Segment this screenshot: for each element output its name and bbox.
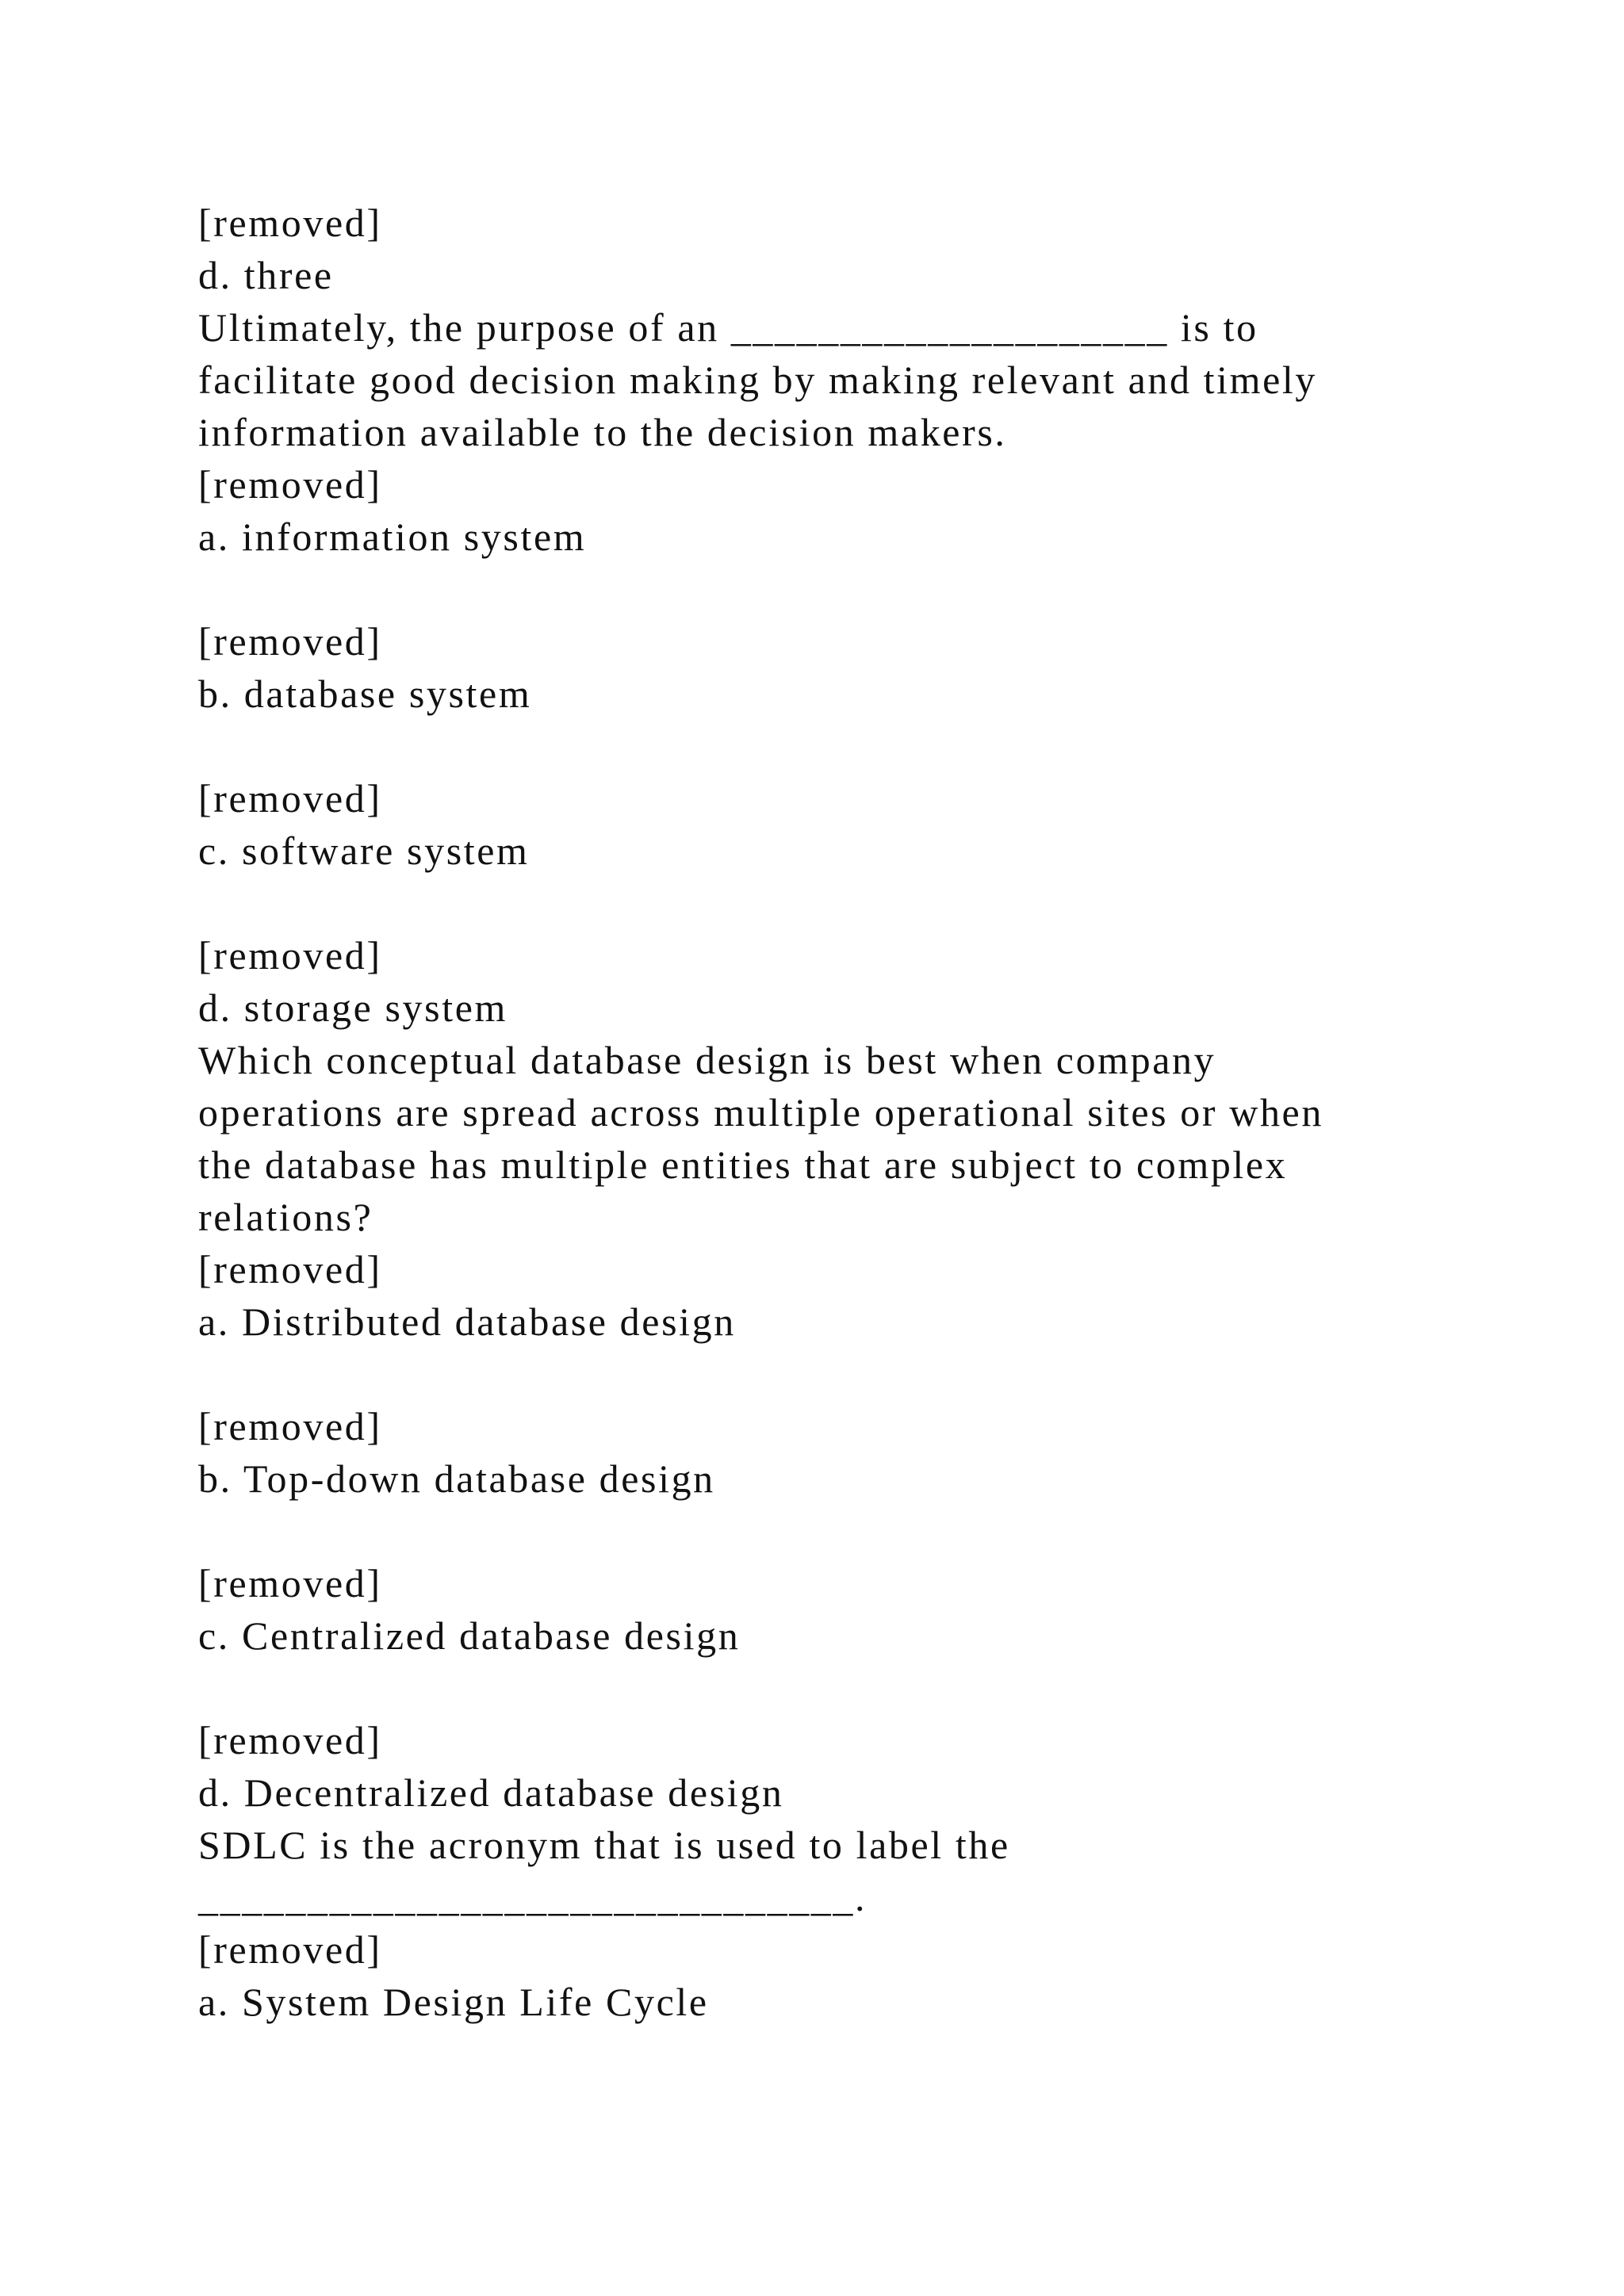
removed-marker: [removed] — [198, 1718, 382, 1762]
blank-line — [198, 1348, 1435, 1400]
answer-option: a. information system — [198, 515, 587, 559]
question-text: ______________________________. — [198, 1875, 868, 1919]
removed-marker: [removed] — [198, 1247, 382, 1292]
question-text: SDLC is the acronym that is used to label the — [198, 1823, 1010, 1867]
blank-line — [198, 877, 1435, 929]
removed-marker: [removed] — [198, 933, 382, 978]
answer-option: c. Centralized database design — [198, 1613, 741, 1658]
removed-marker: [removed] — [198, 1404, 382, 1448]
answer-option: a. Distributed database design — [198, 1299, 736, 1344]
blank-line — [198, 720, 1435, 772]
blank-line — [198, 1662, 1435, 1714]
removed-marker: [removed] — [198, 619, 382, 664]
answer-option: d. Decentralized database design — [198, 1770, 784, 1815]
answer-option: c. software system — [198, 828, 530, 873]
answer-option: b. Top-down database design — [198, 1456, 715, 1501]
answer-option: d. three — [198, 253, 334, 297]
removed-marker: [removed] — [198, 201, 382, 245]
removed-marker: [removed] — [198, 1561, 382, 1605]
removed-marker: [removed] — [198, 462, 382, 507]
question-text: facilitate good decision making by making relevant and timely — [198, 358, 1318, 402]
question-text: the database has multiple entities that are subject to complex — [198, 1142, 1288, 1187]
answer-option: a. System Design Life Cycle — [198, 1980, 709, 2024]
blank-line — [198, 563, 1435, 615]
answer-option: d. storage system — [198, 985, 508, 1030]
document-text — [198, 197, 1435, 2028]
question-text: information available to the decision makers. — [198, 410, 1007, 454]
removed-marker: [removed] — [198, 776, 382, 821]
question-text: relations? — [198, 1195, 373, 1239]
question-text: operations are spread across multiple operational sites or when — [198, 1090, 1323, 1135]
question-text: Which conceptual database design is best when company — [198, 1038, 1216, 1082]
answer-option: b. database system — [198, 672, 532, 716]
removed-marker: [removed] — [198, 1927, 382, 1972]
question-text: Ultimately, the purpose of an ____________________ is to — [198, 305, 1258, 350]
blank-line — [198, 1505, 1435, 1557]
